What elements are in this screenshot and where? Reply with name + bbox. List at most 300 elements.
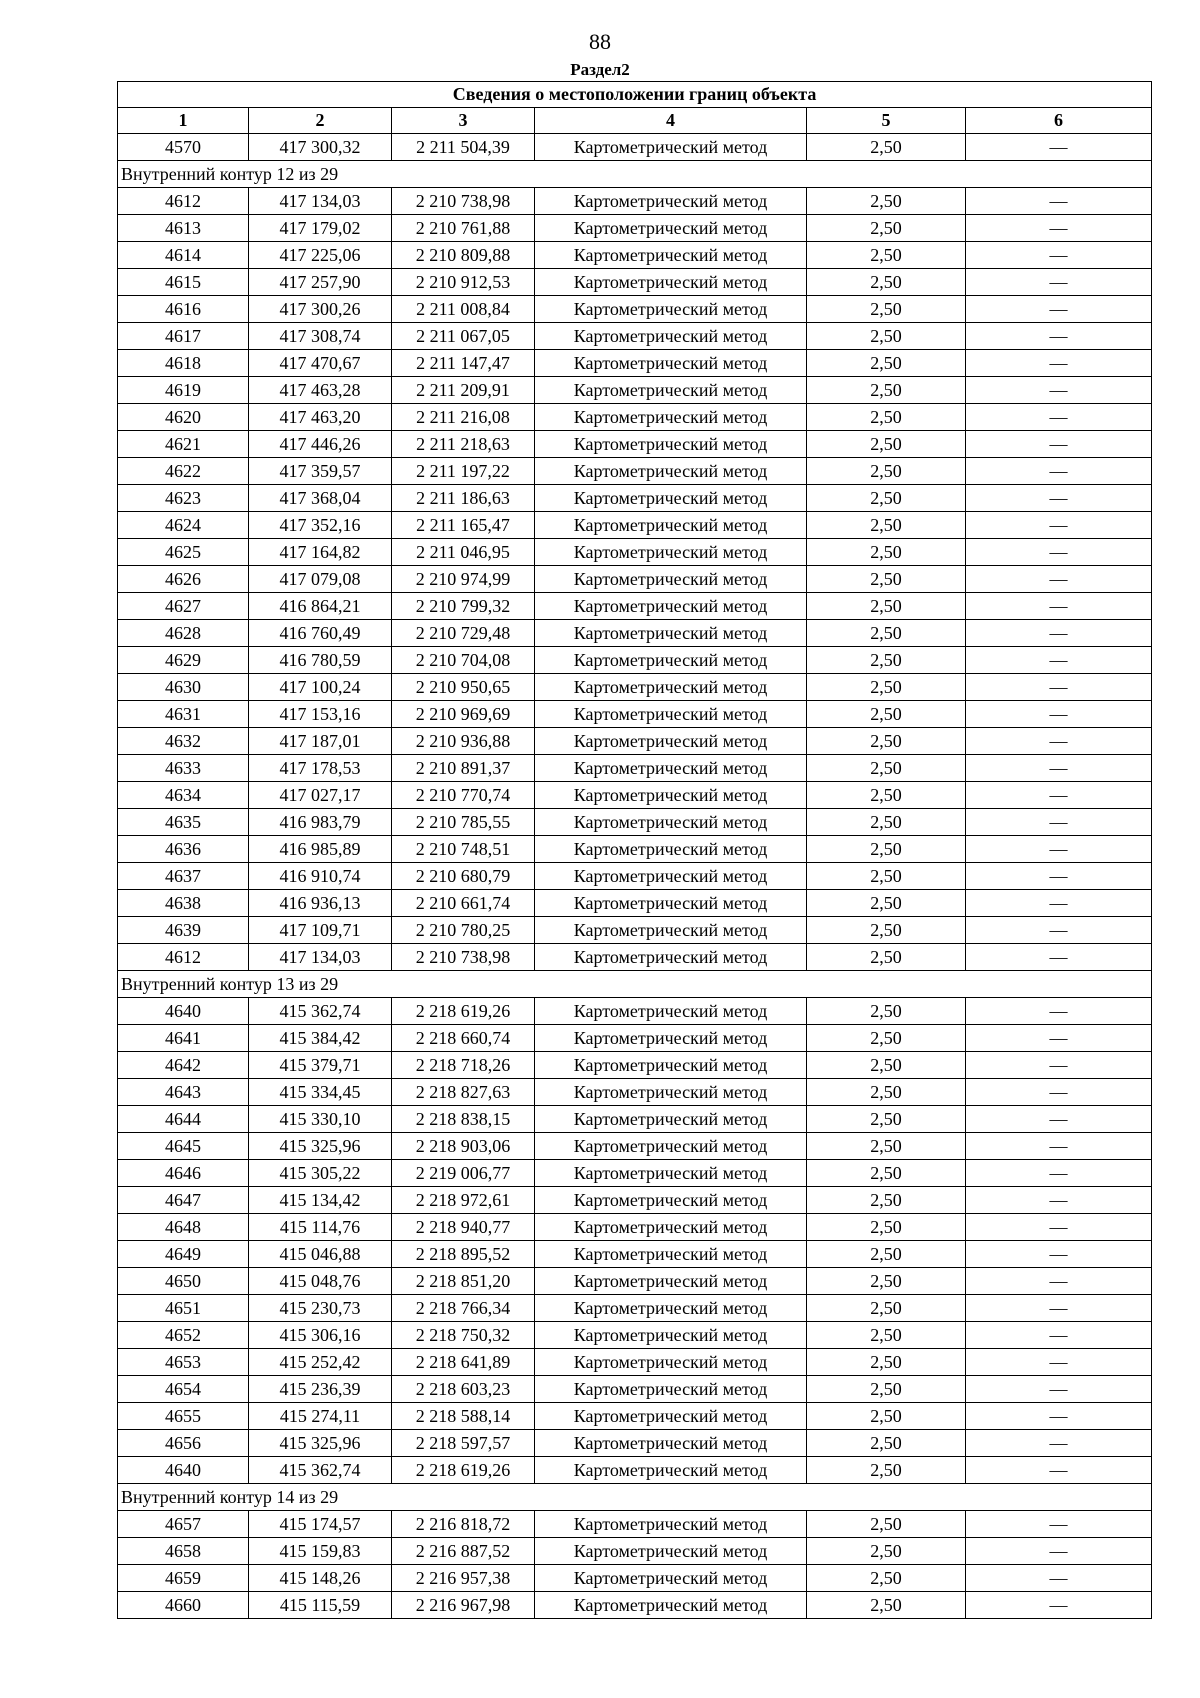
description-cell: —	[966, 1106, 1152, 1133]
method-cell: Картометрический метод	[535, 1592, 807, 1619]
column-number: 4	[535, 108, 807, 134]
description-cell: —	[966, 593, 1152, 620]
table-row	[118, 1592, 1152, 1619]
description-cell: —	[966, 1511, 1152, 1538]
table-row	[118, 701, 1152, 728]
description-cell: —	[966, 998, 1152, 1025]
accuracy-cell: 2,50	[807, 620, 966, 647]
point-number-cell: 4616	[118, 296, 249, 323]
accuracy-cell: 2,50	[807, 512, 966, 539]
point-number-cell: 4630	[118, 674, 249, 701]
x-coordinate-cell: 416 760,49	[249, 620, 392, 647]
method-cell: Картометрический метод	[535, 1052, 807, 1079]
table-row	[118, 350, 1152, 377]
x-coordinate-cell: 415 046,88	[249, 1241, 392, 1268]
description-cell: —	[966, 242, 1152, 269]
method-cell: Картометрический метод	[535, 539, 807, 566]
table-row	[118, 188, 1152, 215]
table-row	[118, 1295, 1152, 1322]
boundary-coordinates-table	[117, 81, 1152, 1619]
y-coordinate-cell: 2 211 218,63	[392, 431, 535, 458]
y-coordinate-cell: 2 218 603,23	[392, 1376, 535, 1403]
point-number-cell: 4623	[118, 485, 249, 512]
x-coordinate-cell: 417 187,01	[249, 728, 392, 755]
table-row	[118, 1430, 1152, 1457]
table-row	[118, 1403, 1152, 1430]
accuracy-cell: 2,50	[807, 1268, 966, 1295]
method-cell: Картометрический метод	[535, 1430, 807, 1457]
accuracy-cell: 2,50	[807, 458, 966, 485]
method-cell: Картометрический метод	[535, 728, 807, 755]
y-coordinate-cell: 2 210 780,25	[392, 917, 535, 944]
table-row	[118, 323, 1152, 350]
y-coordinate-cell: 2 211 504,39	[392, 134, 535, 161]
method-cell: Картометрический метод	[535, 431, 807, 458]
y-coordinate-cell: 2 211 197,22	[392, 458, 535, 485]
y-coordinate-cell: 2 218 851,20	[392, 1268, 535, 1295]
table-row	[118, 269, 1152, 296]
y-coordinate-cell: 2 218 838,15	[392, 1106, 535, 1133]
description-cell: —	[966, 1322, 1152, 1349]
accuracy-cell: 2,50	[807, 1457, 966, 1484]
accuracy-cell: 2,50	[807, 404, 966, 431]
description-cell: —	[966, 1187, 1152, 1214]
accuracy-cell: 2,50	[807, 1592, 966, 1619]
point-number-cell: 4612	[118, 188, 249, 215]
table-row	[118, 1133, 1152, 1160]
method-cell: Картометрический метод	[535, 674, 807, 701]
point-number-cell: 4633	[118, 755, 249, 782]
table-row	[118, 755, 1152, 782]
method-cell: Картометрический метод	[535, 1376, 807, 1403]
point-number-cell: 4619	[118, 377, 249, 404]
method-cell: Картометрический метод	[535, 269, 807, 296]
method-cell: Картометрический метод	[535, 1538, 807, 1565]
description-cell: —	[966, 431, 1152, 458]
table-row	[118, 1079, 1152, 1106]
y-coordinate-cell: 2 218 895,52	[392, 1241, 535, 1268]
table-row	[118, 566, 1152, 593]
point-number-cell: 4650	[118, 1268, 249, 1295]
accuracy-cell: 2,50	[807, 188, 966, 215]
accuracy-cell: 2,50	[807, 1295, 966, 1322]
x-coordinate-cell: 416 780,59	[249, 647, 392, 674]
accuracy-cell: 2,50	[807, 782, 966, 809]
method-cell: Картометрический метод	[535, 1214, 807, 1241]
y-coordinate-cell: 2 218 972,61	[392, 1187, 535, 1214]
point-number-cell: 4612	[118, 944, 249, 971]
column-number: 5	[807, 108, 966, 134]
point-number-cell: 4635	[118, 809, 249, 836]
table-caption: Сведения о местоположении границ объекта	[118, 82, 1152, 108]
x-coordinate-cell: 415 362,74	[249, 998, 392, 1025]
method-cell: Картометрический метод	[535, 998, 807, 1025]
y-coordinate-cell: 2 210 974,99	[392, 566, 535, 593]
description-cell: —	[966, 458, 1152, 485]
accuracy-cell: 2,50	[807, 998, 966, 1025]
description-cell: —	[966, 620, 1152, 647]
point-number-cell: 4637	[118, 863, 249, 890]
description-cell: —	[966, 863, 1152, 890]
table-row	[118, 863, 1152, 890]
y-coordinate-cell: 2 218 940,77	[392, 1214, 535, 1241]
method-cell: Картометрический метод	[535, 701, 807, 728]
description-cell: —	[966, 1538, 1152, 1565]
accuracy-cell: 2,50	[807, 1403, 966, 1430]
point-number-cell: 4657	[118, 1511, 249, 1538]
point-number-cell: 4653	[118, 1349, 249, 1376]
description-cell: —	[966, 728, 1152, 755]
description-cell: —	[966, 215, 1152, 242]
column-number: 1	[118, 108, 249, 134]
description-cell: —	[966, 1160, 1152, 1187]
y-coordinate-cell: 2 216 967,98	[392, 1592, 535, 1619]
description-cell: —	[966, 1592, 1152, 1619]
x-coordinate-cell: 415 236,39	[249, 1376, 392, 1403]
description-cell: —	[966, 377, 1152, 404]
x-coordinate-cell: 417 300,32	[249, 134, 392, 161]
x-coordinate-cell: 415 048,76	[249, 1268, 392, 1295]
description-cell: —	[966, 1268, 1152, 1295]
column-number-row	[118, 108, 1152, 134]
description-cell: —	[966, 350, 1152, 377]
contour-label: Внутренний контур 14 из 29	[118, 1484, 1152, 1511]
method-cell: Картометрический метод	[535, 215, 807, 242]
method-cell: Картометрический метод	[535, 836, 807, 863]
method-cell: Картометрический метод	[535, 350, 807, 377]
y-coordinate-cell: 2 219 006,77	[392, 1160, 535, 1187]
table-row	[118, 890, 1152, 917]
y-coordinate-cell: 2 210 936,88	[392, 728, 535, 755]
accuracy-cell: 2,50	[807, 1322, 966, 1349]
accuracy-cell: 2,50	[807, 296, 966, 323]
x-coordinate-cell: 415 115,59	[249, 1592, 392, 1619]
method-cell: Картометрический метод	[535, 1322, 807, 1349]
page-number: 88	[589, 29, 611, 54]
accuracy-cell: 2,50	[807, 863, 966, 890]
description-cell: —	[966, 1052, 1152, 1079]
table-row	[118, 1349, 1152, 1376]
accuracy-cell: 2,50	[807, 1511, 966, 1538]
description-cell: —	[966, 512, 1152, 539]
x-coordinate-cell: 417 308,74	[249, 323, 392, 350]
x-coordinate-cell: 415 334,45	[249, 1079, 392, 1106]
y-coordinate-cell: 2 210 704,08	[392, 647, 535, 674]
method-cell: Картометрический метод	[535, 755, 807, 782]
point-number-cell: 4651	[118, 1295, 249, 1322]
point-number-cell: 4624	[118, 512, 249, 539]
description-cell: —	[966, 782, 1152, 809]
description-cell: —	[966, 674, 1152, 701]
x-coordinate-cell: 415 114,76	[249, 1214, 392, 1241]
x-coordinate-cell: 415 384,42	[249, 1025, 392, 1052]
table-row	[118, 809, 1152, 836]
accuracy-cell: 2,50	[807, 674, 966, 701]
accuracy-cell: 2,50	[807, 350, 966, 377]
contour-header-row	[118, 161, 1152, 188]
table-row	[118, 782, 1152, 809]
table-row	[118, 1376, 1152, 1403]
table-row	[118, 1187, 1152, 1214]
x-coordinate-cell: 417 463,28	[249, 377, 392, 404]
x-coordinate-cell: 415 274,11	[249, 1403, 392, 1430]
point-number-cell: 4641	[118, 1025, 249, 1052]
description-cell: —	[966, 1133, 1152, 1160]
method-cell: Картометрический метод	[535, 917, 807, 944]
table-row	[118, 134, 1152, 161]
x-coordinate-cell: 417 079,08	[249, 566, 392, 593]
method-cell: Картометрический метод	[535, 890, 807, 917]
y-coordinate-cell: 2 218 619,26	[392, 1457, 535, 1484]
table-row	[118, 539, 1152, 566]
table-row	[118, 1106, 1152, 1133]
table-body	[118, 134, 1152, 1619]
y-coordinate-cell: 2 210 761,88	[392, 215, 535, 242]
table-row	[118, 431, 1152, 458]
point-number-cell: 4639	[118, 917, 249, 944]
description-cell: —	[966, 296, 1152, 323]
y-coordinate-cell: 2 210 770,74	[392, 782, 535, 809]
y-coordinate-cell: 2 211 147,47	[392, 350, 535, 377]
accuracy-cell: 2,50	[807, 728, 966, 755]
x-coordinate-cell: 415 306,16	[249, 1322, 392, 1349]
accuracy-cell: 2,50	[807, 566, 966, 593]
table-row	[118, 242, 1152, 269]
y-coordinate-cell: 2 218 750,32	[392, 1322, 535, 1349]
point-number-cell: 4638	[118, 890, 249, 917]
accuracy-cell: 2,50	[807, 1106, 966, 1133]
point-number-cell: 4615	[118, 269, 249, 296]
method-cell: Картометрический метод	[535, 1025, 807, 1052]
method-cell: Картометрический метод	[535, 566, 807, 593]
description-cell: —	[966, 647, 1152, 674]
x-coordinate-cell: 417 179,02	[249, 215, 392, 242]
table-row	[118, 1241, 1152, 1268]
accuracy-cell: 2,50	[807, 1538, 966, 1565]
accuracy-cell: 2,50	[807, 701, 966, 728]
method-cell: Картометрический метод	[535, 134, 807, 161]
table-row	[118, 728, 1152, 755]
method-cell: Картометрический метод	[535, 1565, 807, 1592]
method-cell: Картометрический метод	[535, 296, 807, 323]
description-cell: —	[966, 701, 1152, 728]
method-cell: Картометрический метод	[535, 1133, 807, 1160]
x-coordinate-cell: 417 368,04	[249, 485, 392, 512]
y-coordinate-cell: 2 216 957,38	[392, 1565, 535, 1592]
table-row	[118, 1538, 1152, 1565]
point-number-cell: 4648	[118, 1214, 249, 1241]
description-cell: —	[966, 485, 1152, 512]
accuracy-cell: 2,50	[807, 1349, 966, 1376]
description-cell: —	[966, 404, 1152, 431]
accuracy-cell: 2,50	[807, 809, 966, 836]
point-number-cell: 4626	[118, 566, 249, 593]
x-coordinate-cell: 417 300,26	[249, 296, 392, 323]
method-cell: Картометрический метод	[535, 620, 807, 647]
y-coordinate-cell: 2 218 827,63	[392, 1079, 535, 1106]
method-cell: Картометрический метод	[535, 593, 807, 620]
method-cell: Картометрический метод	[535, 1457, 807, 1484]
description-cell: —	[966, 809, 1152, 836]
x-coordinate-cell: 417 225,06	[249, 242, 392, 269]
table-row	[118, 998, 1152, 1025]
y-coordinate-cell: 2 211 165,47	[392, 512, 535, 539]
table-row	[118, 1322, 1152, 1349]
table-row	[118, 1457, 1152, 1484]
x-coordinate-cell: 416 985,89	[249, 836, 392, 863]
point-number-cell: 4622	[118, 458, 249, 485]
x-coordinate-cell: 416 983,79	[249, 809, 392, 836]
table-row	[118, 215, 1152, 242]
point-number-cell: 4625	[118, 539, 249, 566]
x-coordinate-cell: 417 134,03	[249, 944, 392, 971]
point-number-cell: 4627	[118, 593, 249, 620]
description-cell: —	[966, 1295, 1152, 1322]
description-cell: —	[966, 1457, 1152, 1484]
y-coordinate-cell: 2 210 729,48	[392, 620, 535, 647]
x-coordinate-cell: 415 134,42	[249, 1187, 392, 1214]
x-coordinate-cell: 417 359,57	[249, 458, 392, 485]
method-cell: Картометрический метод	[535, 1079, 807, 1106]
method-cell: Картометрический метод	[535, 404, 807, 431]
point-number-cell: 4618	[118, 350, 249, 377]
method-cell: Картометрический метод	[535, 809, 807, 836]
column-number: 2	[249, 108, 392, 134]
method-cell: Картометрический метод	[535, 242, 807, 269]
contour-header-row	[118, 971, 1152, 998]
method-cell: Картометрический метод	[535, 1295, 807, 1322]
x-coordinate-cell: 415 230,73	[249, 1295, 392, 1322]
table-row	[118, 512, 1152, 539]
description-cell: —	[966, 755, 1152, 782]
table-row	[118, 1214, 1152, 1241]
point-number-cell: 4659	[118, 1565, 249, 1592]
x-coordinate-cell: 417 470,67	[249, 350, 392, 377]
point-number-cell: 4655	[118, 1403, 249, 1430]
x-coordinate-cell: 417 153,16	[249, 701, 392, 728]
contour-label: Внутренний контур 12 из 29	[118, 161, 1152, 188]
description-cell: —	[966, 1079, 1152, 1106]
table-row	[118, 593, 1152, 620]
method-cell: Картометрический метод	[535, 323, 807, 350]
point-number-cell: 4640	[118, 1457, 249, 1484]
table-row	[118, 1052, 1152, 1079]
accuracy-cell: 2,50	[807, 944, 966, 971]
method-cell: Картометрический метод	[535, 944, 807, 971]
description-cell: —	[966, 134, 1152, 161]
x-coordinate-cell: 417 109,71	[249, 917, 392, 944]
accuracy-cell: 2,50	[807, 215, 966, 242]
accuracy-cell: 2,50	[807, 1025, 966, 1052]
table-row	[118, 458, 1152, 485]
point-number-cell: 4617	[118, 323, 249, 350]
x-coordinate-cell: 416 936,13	[249, 890, 392, 917]
method-cell: Картометрический метод	[535, 782, 807, 809]
x-coordinate-cell: 417 446,26	[249, 431, 392, 458]
description-cell: —	[966, 1403, 1152, 1430]
table-row	[118, 404, 1152, 431]
accuracy-cell: 2,50	[807, 1376, 966, 1403]
y-coordinate-cell: 2 210 738,98	[392, 188, 535, 215]
point-number-cell: 4642	[118, 1052, 249, 1079]
y-coordinate-cell: 2 210 950,65	[392, 674, 535, 701]
x-coordinate-cell: 416 910,74	[249, 863, 392, 890]
point-number-cell: 4620	[118, 404, 249, 431]
y-coordinate-cell: 2 210 809,88	[392, 242, 535, 269]
y-coordinate-cell: 2 211 008,84	[392, 296, 535, 323]
accuracy-cell: 2,50	[807, 890, 966, 917]
y-coordinate-cell: 2 210 661,74	[392, 890, 535, 917]
x-coordinate-cell: 415 148,26	[249, 1565, 392, 1592]
point-number-cell: 4649	[118, 1241, 249, 1268]
x-coordinate-cell: 417 178,53	[249, 755, 392, 782]
y-coordinate-cell: 2 210 785,55	[392, 809, 535, 836]
accuracy-cell: 2,50	[807, 1241, 966, 1268]
description-cell: —	[966, 1376, 1152, 1403]
accuracy-cell: 2,50	[807, 1079, 966, 1106]
accuracy-cell: 2,50	[807, 755, 966, 782]
x-coordinate-cell: 417 134,03	[249, 188, 392, 215]
table-row	[118, 1160, 1152, 1187]
table-row	[118, 674, 1152, 701]
section-label: Раздел2	[570, 60, 630, 79]
table-row	[118, 377, 1152, 404]
method-cell: Картометрический метод	[535, 1160, 807, 1187]
point-number-cell: 4646	[118, 1160, 249, 1187]
y-coordinate-cell: 2 211 209,91	[392, 377, 535, 404]
accuracy-cell: 2,50	[807, 647, 966, 674]
x-coordinate-cell: 417 257,90	[249, 269, 392, 296]
description-cell: —	[966, 1241, 1152, 1268]
y-coordinate-cell: 2 210 748,51	[392, 836, 535, 863]
column-number: 3	[392, 108, 535, 134]
method-cell: Картометрический метод	[535, 1511, 807, 1538]
accuracy-cell: 2,50	[807, 1133, 966, 1160]
y-coordinate-cell: 2 210 680,79	[392, 863, 535, 890]
accuracy-cell: 2,50	[807, 431, 966, 458]
point-number-cell: 4645	[118, 1133, 249, 1160]
y-coordinate-cell: 2 218 619,26	[392, 998, 535, 1025]
description-cell: —	[966, 917, 1152, 944]
table-row	[118, 1268, 1152, 1295]
y-coordinate-cell: 2 210 738,98	[392, 944, 535, 971]
method-cell: Картометрический метод	[535, 188, 807, 215]
point-number-cell: 4631	[118, 701, 249, 728]
point-number-cell: 4644	[118, 1106, 249, 1133]
description-cell: —	[966, 269, 1152, 296]
y-coordinate-cell: 2 218 718,26	[392, 1052, 535, 1079]
x-coordinate-cell: 415 159,83	[249, 1538, 392, 1565]
x-coordinate-cell: 415 252,42	[249, 1349, 392, 1376]
column-number: 6	[966, 108, 1152, 134]
y-coordinate-cell: 2 216 818,72	[392, 1511, 535, 1538]
description-cell: —	[966, 1214, 1152, 1241]
method-cell: Картометрический метод	[535, 1241, 807, 1268]
table-row	[118, 296, 1152, 323]
accuracy-cell: 2,50	[807, 269, 966, 296]
table-row	[118, 1565, 1152, 1592]
description-cell: —	[966, 1565, 1152, 1592]
x-coordinate-cell: 415 305,22	[249, 1160, 392, 1187]
table-row	[118, 944, 1152, 971]
accuracy-cell: 2,50	[807, 539, 966, 566]
point-number-cell: 4634	[118, 782, 249, 809]
accuracy-cell: 2,50	[807, 1052, 966, 1079]
point-number-cell: 4614	[118, 242, 249, 269]
description-cell: —	[966, 890, 1152, 917]
y-coordinate-cell: 2 218 903,06	[392, 1133, 535, 1160]
point-number-cell: 4640	[118, 998, 249, 1025]
